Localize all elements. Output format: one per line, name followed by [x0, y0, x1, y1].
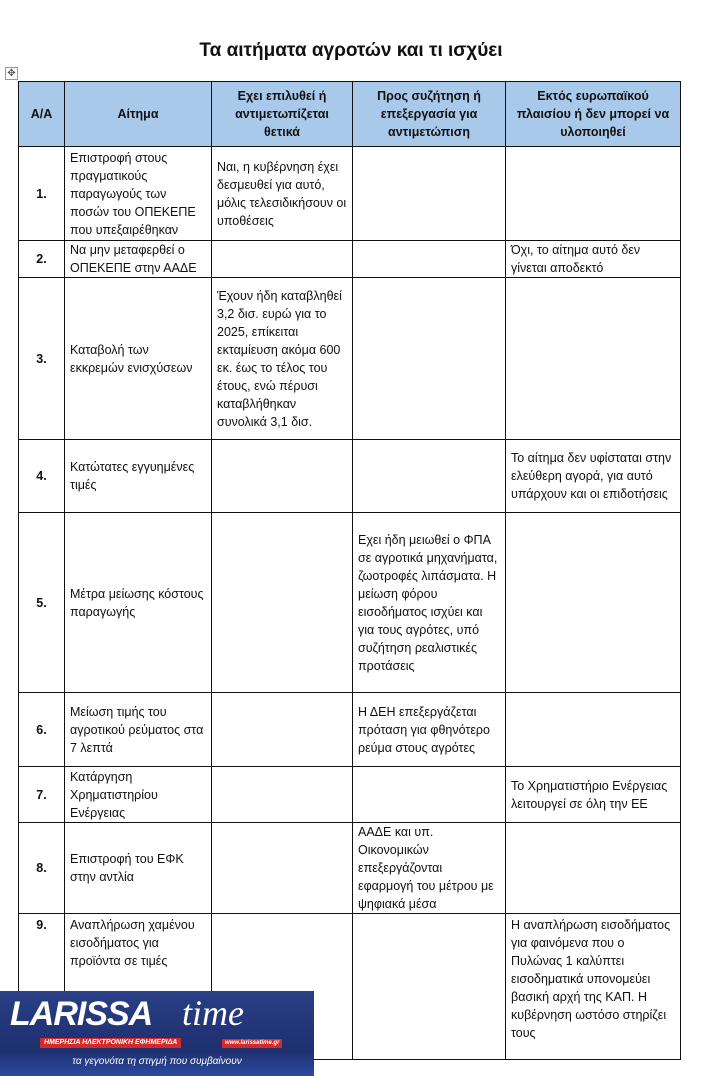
- row-number: 1.: [19, 147, 65, 241]
- table-row: [19, 513, 681, 693]
- discussion-cell: [353, 914, 506, 1060]
- larissatime-logo: [0, 991, 314, 1076]
- row-number: 2.: [19, 241, 65, 278]
- request-cell: Μείωση τιμής του αγροτικού ρεύματος στα 7 λεπτά: [65, 693, 212, 767]
- document-title: Τα αιτήματα αγροτών και τι ισχύει: [199, 40, 503, 61]
- table-row: [19, 278, 681, 440]
- logo-name-time: time: [182, 993, 244, 1033]
- request-cell: Κατάργηση Χρηματιστηρίου Ενέργειας: [65, 767, 212, 823]
- row-number: 5.: [19, 513, 65, 693]
- resolved-cell: [212, 440, 353, 513]
- logo-url: www.larissatime.gr: [222, 1039, 282, 1048]
- request-cell: Αναπλήρωση χαμένου εισοδήματος για προϊόντα σε τιμές: [65, 914, 212, 1060]
- not-feasible-cell: Το αίτημα δεν υφίσταται στην ελεύθερη αγορά, για αυτό υπάρχουν και οι επιδοτήσεις: [506, 440, 681, 513]
- table-header-row: [19, 82, 681, 147]
- row-number: 9.: [19, 914, 65, 1060]
- row-number: 8.: [19, 823, 65, 914]
- request-cell: Κατώτατες εγγυημένες τιμές: [65, 440, 212, 513]
- request-cell: Καταβολή των εκκρεμών ενισχύσεων: [65, 278, 212, 440]
- table-move-handle-icon[interactable]: ✥: [5, 67, 18, 80]
- discussion-cell: ΑΑΔΕ και υπ. Οικονομικών επεξεργάζονται εφαρμογή του μέτρου με ψηφιακά μέσα: [353, 823, 506, 914]
- not-feasible-cell: [506, 513, 681, 693]
- header-under-discussion: Προς συζήτηση ή επεξεργασία για αντιμετώπιση: [353, 82, 506, 147]
- header-resolved: Εχει επιλυθεί ή αντιμετωπίζεται θετικά: [212, 82, 353, 147]
- resolved-cell: [212, 693, 353, 767]
- resolved-cell: [212, 823, 353, 914]
- resolved-cell: Έχουν ήδη καταβληθεί 3,2 δισ. ευρώ για το 2025, επίκειται εκταμίευση ακόμα 600 εκ. έως το τέλος του έτους, ενώ πέρυσι καταβλήθηκαν συνολικά 3,1 δισ.: [212, 278, 353, 440]
- not-feasible-cell: Η αναπλήρωση εισοδήματος για φαινόμενα που ο Πυλώνας 1 καλύπτει εισοδηματικά υπονομεύει βασική αρχή της ΚΑΠ. Η κυβέρνηση ωστόσο στηρίζει τους: [506, 914, 681, 1060]
- discussion-cell: Η ΔΕΗ επεξεργάζεται πρόταση για φθηνότερο ρεύμα στους αγρότες: [353, 693, 506, 767]
- table-row: [19, 767, 681, 823]
- request-cell: Επιστροφή στους πραγματικούς παραγωγούς των ποσών του ΟΠΕΚΕΠΕ που υπεξαιρέθηκαν: [65, 147, 212, 241]
- not-feasible-cell: [506, 278, 681, 440]
- demands-table: [18, 81, 681, 1060]
- not-feasible-cell: [506, 693, 681, 767]
- resolved-cell: Ναι, η κυβέρνηση έχει δεσμευθεί για αυτό, μόλις τελεσιδικήσουν οι υποθέσεις: [212, 147, 353, 241]
- resolved-cell: [212, 513, 353, 693]
- table-row: [19, 440, 681, 513]
- row-number: 3.: [19, 278, 65, 440]
- request-cell: Επιστροφή του ΕΦΚ στην αντλία: [65, 823, 212, 914]
- not-feasible-cell: [506, 823, 681, 914]
- resolved-cell: [212, 241, 353, 278]
- request-cell: Μέτρα μείωσης κόστους παραγωγής: [65, 513, 212, 693]
- header-request: Αίτημα: [65, 82, 212, 147]
- discussion-cell: [353, 241, 506, 278]
- table-row: [19, 241, 681, 278]
- discussion-cell: Εχει ήδη μειωθεί ο ΦΠΑ σε αγροτικά μηχανήματα, ζωοτροφές λιπάσματα. Η μείωση φόρου εισοδήματος ισχύει και για τους αγρότες, υπό συζήτηση ρεαλιστικές προτάσεις: [353, 513, 506, 693]
- discussion-cell: [353, 440, 506, 513]
- logo-tagline: τα γεγονότα τη στιγμή που συμβαίνουν: [72, 1056, 242, 1067]
- row-number: 4.: [19, 440, 65, 513]
- logo-name-main: LARISSA: [10, 995, 153, 1033]
- not-feasible-cell: Το Χρηματιστήριο Ενέργειας λειτουργεί σε όλη την ΕΕ: [506, 767, 681, 823]
- table-row: [19, 823, 681, 914]
- not-feasible-cell: [506, 147, 681, 241]
- table-row: [19, 693, 681, 767]
- discussion-cell: [353, 147, 506, 241]
- discussion-cell: [353, 767, 506, 823]
- header-aa: Α/Α: [19, 82, 65, 147]
- table-row: [19, 147, 681, 241]
- request-cell: Να μην μεταφερθεί ο ΟΠΕΚΕΠΕ στην ΑΑΔΕ: [65, 241, 212, 278]
- not-feasible-cell: Όχι, το αίτημα αυτό δεν γίνεται αποδεκτό: [506, 241, 681, 278]
- logo-subtitle: ΗΜΕΡΗΣΙΑ ΗΛΕΚΤΡΟΝΙΚΗ ΕΦΗΜΕΡΙΔΑ: [40, 1038, 181, 1048]
- row-number: 6.: [19, 693, 65, 767]
- resolved-cell: [212, 767, 353, 823]
- header-not-feasible: Εκτός ευρωπαϊκού πλαισίου ή δεν μπορεί να υλοποιηθεί: [506, 82, 681, 147]
- discussion-cell: [353, 278, 506, 440]
- row-number: 7.: [19, 767, 65, 823]
